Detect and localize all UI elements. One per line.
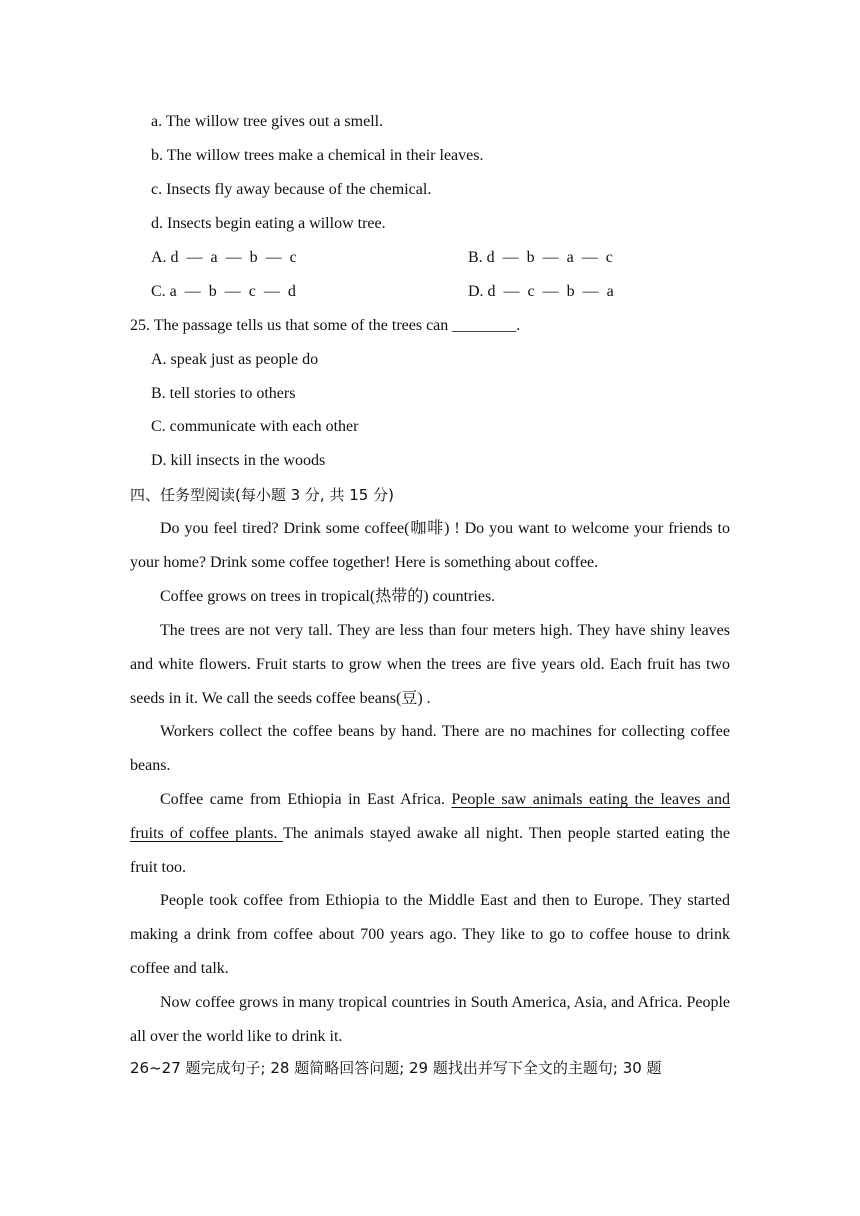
task-instructions: 26~27 题完成句子; 28 题简略回答问题; 29 题找出并写下全文的主题句; 30 题 — [130, 1059, 662, 1077]
passage-paragraph-5 — [130, 783, 730, 885]
passage-paragraph-6: People took coffee from Ethiopia to the Middle East and then to Europe. They started making a drink from coffee about 700 years ago. They like to go to coffee house to drink coffee and talk. — [130, 892, 730, 977]
statement-c: c. Insects fly away because of the chemical. — [151, 181, 432, 198]
passage-paragraph-2: Coffee grows on trees in tropical(热带的) countries. — [160, 588, 496, 605]
q25-stem: 25. The passage tells us that some of the trees can ________. — [130, 317, 521, 334]
q24-choice-c: C. a — b — c — d — [151, 283, 296, 300]
statement-b: b. The willow trees make a chemical in their leaves. — [151, 147, 484, 164]
section-heading: 四、任务型阅读(每小题 3 分, 共 15 分) — [130, 486, 394, 504]
q25-choice-a: A. speak just as people do — [151, 351, 319, 368]
paragraph-5-intro: Coffee came from Ethiopia in East Africa. — [160, 791, 452, 808]
q24-choice-d: D. d — c — b — a — [468, 283, 614, 300]
q24-choice-a: A. d — a — b — c — [151, 249, 297, 266]
passage-paragraph-1: Do you feel tired? Drink some coffee(咖啡) ! Do you want to welcome your friends to your home? Drink some coffee together! Here is something about coffee. — [130, 520, 730, 571]
q25-choice-c: C. communicate with each other — [151, 418, 359, 435]
passage-paragraph-7: Now coffee grows in many tropical countries in South America, Asia, and Africa. People all over the world like to drink it. — [130, 994, 730, 1045]
passage-paragraph-3: The trees are not very tall. They are less than four meters high. They have shiny leaves and white flowers. Fruit starts to grow when the trees are five years old. Each fruit has two seeds in it. We call the seeds coffee beans(豆) . — [130, 622, 730, 707]
passage-paragraph-4: Workers collect the coffee beans by hand. There are no machines for collecting coffee beans. — [130, 723, 730, 774]
q25-choice-d: D. kill insects in the woods — [151, 452, 326, 469]
q24-choice-b: B. d — b — a — c — [468, 249, 613, 266]
statement-d: d. Insects begin eating a willow tree. — [151, 215, 386, 232]
statement-a: a. The willow tree gives out a smell. — [151, 113, 384, 130]
q25-choice-b: B. tell stories to others — [151, 385, 296, 402]
underlined-sentence: People saw animals eating the leaves and fruits of coffee plants. — [130, 791, 730, 842]
paragraph-5-rest: The animals stayed awake all night. Then people started eating the fruit too. — [130, 825, 731, 876]
